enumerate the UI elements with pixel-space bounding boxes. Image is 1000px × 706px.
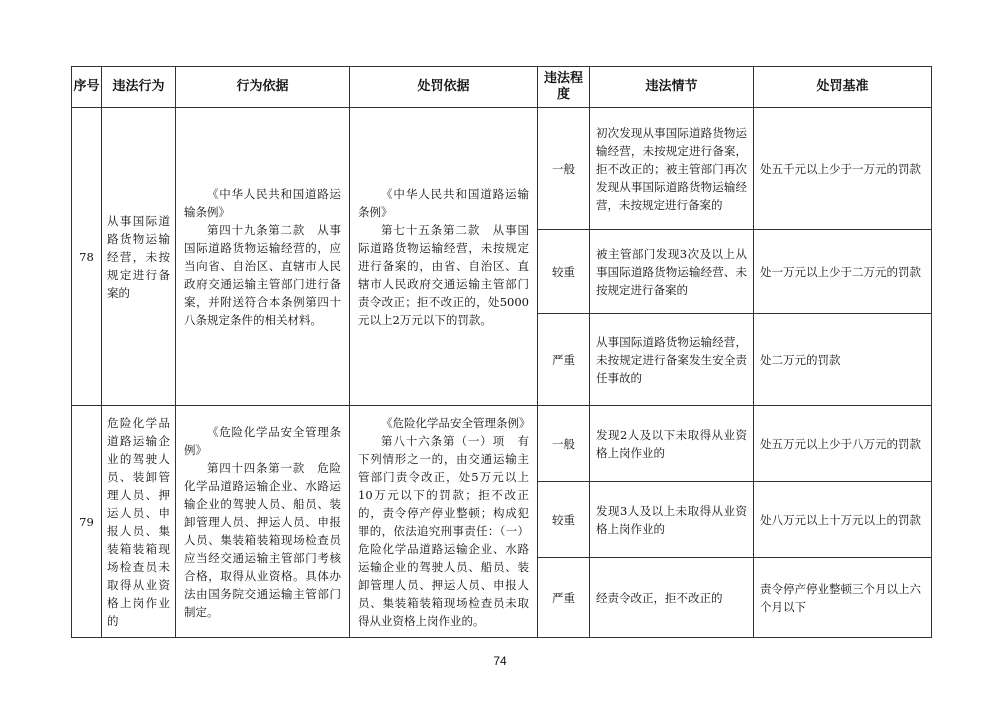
- row-penalty: [350, 108, 538, 406]
- standard-cell: 处五千元以上少于一万元的罚款: [754, 108, 932, 230]
- basis-text: 第四十九条第二款 从事国际道路货物运输经营的，应当向省、自治区、直辖市人民政府交通运输主管部门进行备案，并附送符合本条例第四十八条规定条件的相关材料。: [184, 222, 341, 327]
- penalty-title: 《中华人民共和国道路运输条例》: [358, 186, 529, 219]
- situation-cell: 初次发现从事国际道路货物运输经营，未按规定进行备案，拒不改正的；被主管部门再次发现从事国际道路货物运输经营，未按规定进行备案的: [590, 108, 754, 230]
- header-basis: 行为依据: [176, 67, 350, 108]
- standard-cell: 处八万元以上十万元以上的罚款: [754, 482, 932, 558]
- basis-title: 《危险化学品安全管理条例》: [184, 424, 341, 457]
- row-basis: [176, 108, 350, 406]
- penalty-title: 《危险化学品安全管理条例》: [381, 415, 531, 430]
- table-header-row: [72, 67, 932, 108]
- penalty-table: [71, 66, 932, 638]
- row-seq: 79: [72, 406, 102, 638]
- page-number: 74: [493, 654, 507, 668]
- degree-cell: 较重: [538, 230, 590, 314]
- situation-cell: 被主管部门发现3次及以上从事国际道路货物运输经营、未按规定进行备案的: [590, 230, 754, 314]
- situation-cell: 发现2人及以下未取得从业资格上岗作业的: [590, 406, 754, 482]
- row-seq: 78: [72, 108, 102, 406]
- header-seq: 序号: [72, 67, 102, 108]
- degree-cell: 一般: [538, 406, 590, 482]
- penalty-text: 第八十六条第（一）项 有下列情形之一的，由交通运输主管部门责令改正，处5万元以上10万元以下的罚款；拒不改正的，责令停产停业整顿；构成犯罪的，依法追究刑事责任：（一）危险化学品道路运输企业、水路运输企业的驾驶人员、船员、装卸管理人员、押运人员、申报人员、集装箱装箱现场检查员未取得从业资格上岗作业的。: [358, 433, 529, 628]
- header-standard: 处罚基准: [754, 67, 932, 108]
- standard-cell: 处二万元的罚款: [754, 314, 932, 406]
- table-row: [72, 108, 932, 230]
- basis-text: 第四十四条第一款 危险化学品道路运输企业、水路运输企业的驾驶人员、船员、装卸管理人员、押运人员、申报人员、集装箱装箱现场检查员应当经交通运输主管部门考核合格，取得从业资格。具体办法由国务院交通运输主管部门制定。: [184, 460, 341, 619]
- row-basis: [176, 406, 350, 638]
- header-act: 违法行为: [102, 67, 176, 108]
- header-situation: 违法情节: [590, 67, 754, 108]
- standard-cell: 处一万元以上少于二万元的罚款: [754, 230, 932, 314]
- basis-title: 《中华人民共和国道路运输条例》: [184, 186, 341, 219]
- situation-cell: 发现3人及以上未取得从业资格上岗作业的: [590, 482, 754, 558]
- degree-cell: 一般: [538, 108, 590, 230]
- situation-cell: 经责令改正，拒不改正的: [590, 558, 754, 638]
- situation-cell: 从事国际道路货物运输经营，未按规定进行备案发生安全责任事故的: [590, 314, 754, 406]
- header-penalty: 处罚依据: [350, 67, 538, 108]
- degree-cell: 较重: [538, 482, 590, 558]
- standard-cell: 责令停产停业整顿三个月以上六个月以下: [754, 558, 932, 638]
- table-row: [72, 406, 932, 482]
- degree-cell: 严重: [538, 558, 590, 638]
- penalty-text: 第七十五条第二款 从事国际道路货物运输经营，未按规定进行备案的，由省、自治区、直辖市人民政府交通运输主管部门责令改正；拒不改正的，处5000元以上2万元以下的罚款。: [358, 222, 529, 327]
- row-penalty: [350, 406, 538, 638]
- standard-cell: 处五万元以上少于八万元的罚款: [754, 406, 932, 482]
- row-act: 从事国际道路货物运输经营，未按规定进行备案的: [102, 108, 176, 406]
- row-act: 危险化学品道路运输企业的驾驶人员、装卸管理人员、押运人员、申报人员、集装箱装箱现场检查员未取得从业资格上岗作业的: [102, 406, 176, 638]
- degree-cell: 严重: [538, 314, 590, 406]
- header-degree: 违法程度: [538, 67, 590, 108]
